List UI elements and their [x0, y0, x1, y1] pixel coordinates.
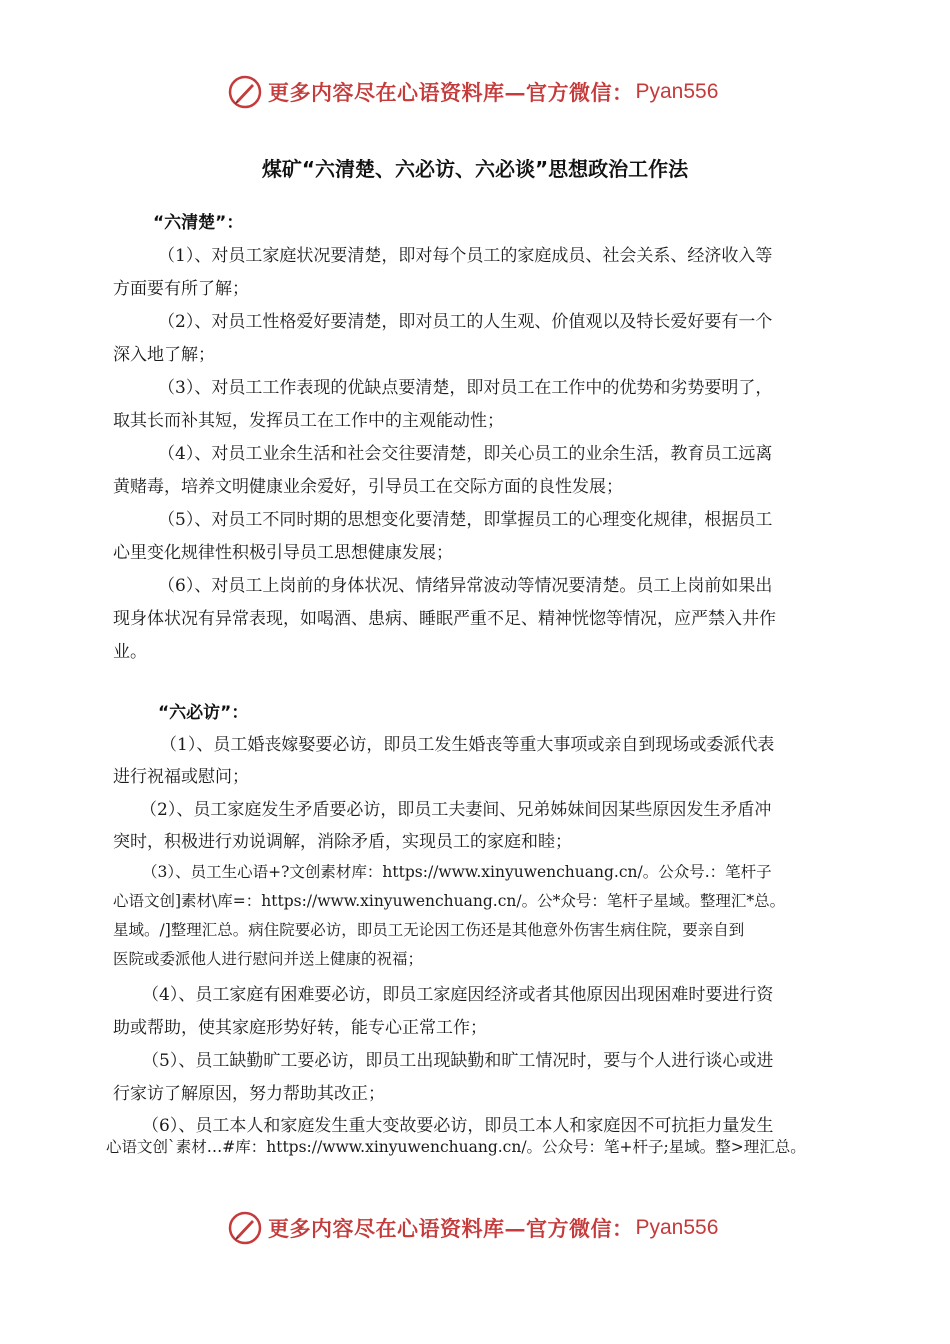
section-heading-six-clear: “六清楚”： [153, 213, 244, 233]
paragraph-line: 行家访了解原因，努力帮助其改正； [113, 1084, 385, 1104]
watermark-wechat-id: Pyan556 [635, 80, 719, 103]
paragraph-line: （2）、员工家庭发生矛盾要必访，即员工夫妻间、兄弟姊妹间因某些原因发生矛盾冲 [140, 800, 772, 820]
paragraph-line: 星域。/]整理汇总。病住院要必访，即员工无论因工伤还是其他意外伤害生病住院，要亲自到 [113, 921, 745, 939]
paragraph-line: （4）、对员工业余生活和社会交往要清楚，即关心员工的业余生活，教育员工远离 [158, 444, 773, 464]
paragraph-line: 取其长而补其短，发挥员工在工作中的主观能动性； [113, 411, 504, 431]
paragraph-line: 深入地了解； [113, 345, 215, 365]
watermark-wechat-id: Pyan556 [635, 1216, 719, 1239]
paragraph-line: 黄赌毒，培养文明健康业余爱好，引导员工在交际方面的良性发展； [113, 477, 623, 497]
paragraph-line: （6）、对员工上岗前的身体状况、情绪异常波动等情况要清楚。员工上岗前如果出 [158, 576, 773, 596]
paragraph-line: （4）、员工家庭有困难要必访，即员工家庭因经济或者其他原因出现困难时要进行资 [142, 985, 774, 1005]
paragraph-line: （5）、对员工不同时期的思想变化要清楚，即掌握员工的心理变化规律，根据员工 [158, 510, 773, 530]
paragraph-line: （3）、对员工工作表现的优缺点要清楚，即对员工在工作中的优势和劣势要明了， [158, 378, 773, 398]
paragraph-line: （2）、对员工性格爱好要清楚，即对员工的人生观、价值观以及特长爱好要有一个 [158, 312, 773, 332]
paragraph-line: （6）、员工本人和家庭发生重大变故要必访，即员工本人和家庭因不可抗拒力量发生 [142, 1116, 774, 1136]
paragraph-line: 心里变化规律性积极引导员工思想健康发展； [113, 543, 453, 563]
quill-logo-icon [228, 1211, 262, 1245]
section-heading-six-visits: “六必访”： [158, 703, 249, 723]
paragraph-line: （1）、员工婚丧嫁娶要必访，即员工发生婚丧等重大事项或亲自到现场或委派代表 [160, 735, 775, 755]
paragraph-line: （5）、员工缺勤旷工要必访，即员工出现缺勤和旷工情况时，要与个人进行谈心或进 [142, 1051, 774, 1071]
watermark-text: 更多内容尽在心语资料库—官方微信： [268, 80, 634, 105]
paragraph-line: 助或帮助，使其家庭形势好转，能专心正常工作； [113, 1018, 487, 1038]
paragraph-line: 医院或委派他人进行慰问并送上健康的祝福； [113, 950, 424, 968]
paragraph-line: （1）、对员工家庭状况要清楚，即对每个员工的家庭成员、社会关系、经济收入等 [158, 246, 773, 266]
footer-watermark [228, 1208, 718, 1248]
quill-logo-icon [228, 75, 262, 109]
paragraph-line: 进行祝福或慰问； [113, 767, 249, 787]
header-watermark [228, 72, 718, 112]
paragraph-line: （3）、员工生心语+?文创素材库：https://www.xinyuwenchuang.cn/。公众号.：笔杆子 [142, 863, 772, 881]
paragraph-line: 方面要有所了解； [113, 279, 249, 299]
paragraph-line: 现身体状况有异常表现，如喝酒、患病、睡眠严重不足、精神恍惚等情况，应严禁入井作 [113, 609, 776, 629]
paragraph-line: 心语文创`素材…#库：https://www.xinyuwenchuang.cn/。公众号：笔+杆子;星域。整>理汇总。 [106, 1138, 806, 1156]
paragraph-line: 心语文创]素材\库=：https://www.xinyuwenchuang.cn/。公*众号：笔杆子星域。整理汇*总。 [113, 892, 786, 910]
document-title: 煤矿“六清楚、六必访、六必谈”思想政治工作法 [261, 157, 689, 181]
watermark-text: 更多内容尽在心语资料库—官方微信： [268, 1216, 634, 1241]
paragraph-line: 业。 [113, 642, 147, 662]
paragraph-line: 突时，积极进行劝说调解，消除矛盾，实现员工的家庭和睦； [113, 832, 572, 852]
